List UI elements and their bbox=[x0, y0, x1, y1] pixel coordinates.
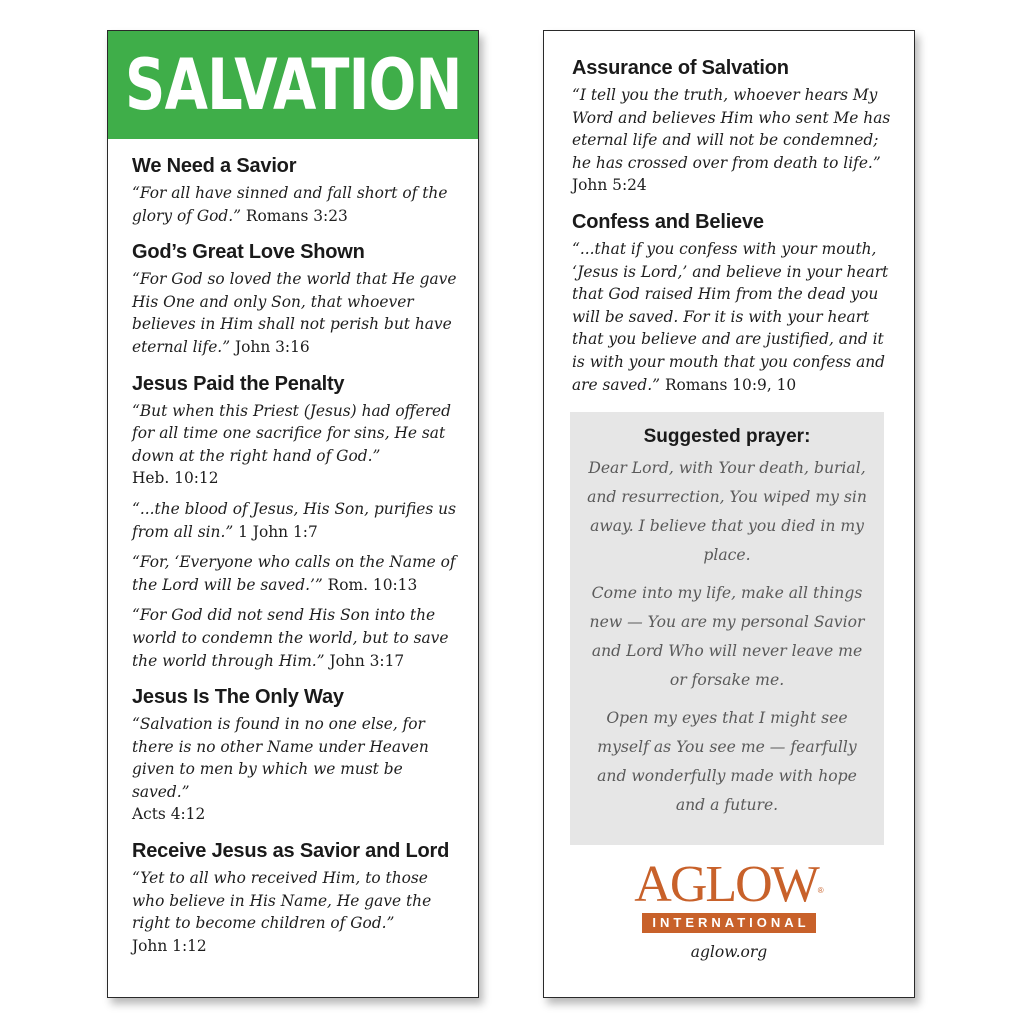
suggested-prayer-box bbox=[570, 412, 884, 845]
verse bbox=[132, 551, 458, 596]
aglow-logo bbox=[544, 856, 914, 962]
salvation-card-back bbox=[543, 30, 915, 998]
section-heading: We Need a Savior bbox=[132, 155, 297, 177]
section-gods-great-love bbox=[132, 241, 458, 358]
verse-reference: 1 John 1:7 bbox=[238, 522, 318, 541]
section-heading: Jesus Paid the Penalty bbox=[132, 372, 345, 395]
verse bbox=[572, 238, 894, 396]
prayer-paragraph: Open my eyes that I might see myself as You see me — fearfully and wonderfully made with hope and a future. bbox=[597, 709, 857, 815]
verse-reference: Romans 10:9, 10 bbox=[664, 375, 797, 394]
title-banner bbox=[108, 31, 478, 139]
section-we-need-a-savior bbox=[132, 155, 458, 227]
section-confess-and-believe bbox=[572, 211, 894, 396]
logo-wordmark bbox=[544, 856, 914, 914]
verse-text: “Salvation is found in no one else, for there is no other Name under Heaven given to men by which we must be saved.” bbox=[132, 715, 429, 801]
verse bbox=[132, 268, 458, 358]
verse-text: “For God so loved the world that He gave His One and only Son, that whoever believes in Him shall not perish but have eternal life.” bbox=[132, 270, 457, 356]
verse bbox=[132, 713, 458, 826]
prayer-paragraph: Dear Lord, with Your death, burial, and resurrection, You wiped my sin away. I believe that you died in my place. bbox=[587, 459, 867, 565]
section-heading: Confess and Believe bbox=[572, 210, 764, 233]
verse-text: “I tell you the truth, whoever hears My Word and believes Him who sent Me has eternal life and will not be condemned; he has crossed over from death to life.” bbox=[572, 86, 891, 172]
website-url: aglow.org bbox=[690, 943, 768, 962]
verse bbox=[132, 604, 458, 672]
verse-reference: Acts 4:12 bbox=[132, 805, 206, 824]
verse-reference: Heb. 10:12 bbox=[132, 469, 219, 488]
section-heading: Jesus Is The Only Way bbox=[132, 686, 344, 709]
registered-mark: ® bbox=[817, 886, 824, 896]
logo-word: AGLOW bbox=[634, 856, 818, 914]
front-card-body bbox=[108, 139, 478, 957]
salvation-card-front bbox=[107, 30, 479, 998]
section-assurance-of-salvation bbox=[572, 57, 894, 197]
prayer-paragraph: Come into my life, make all things new — You are my personal Savior and Lord Who will never leave me or forsake me. bbox=[589, 584, 865, 690]
back-card-body bbox=[544, 31, 914, 396]
verse-reference: Rom. 10:13 bbox=[327, 575, 418, 594]
verse-text: “For, ‘Everyone who calls on the Name of the Lord will be saved.’” bbox=[132, 553, 456, 594]
prayer-title: Suggested prayer: bbox=[643, 426, 811, 448]
verse-reference: John 3:17 bbox=[329, 651, 405, 670]
verse-text: “For all have sinned and fall short of the glory of God.” bbox=[132, 184, 448, 225]
verse bbox=[132, 867, 458, 957]
verse-text: “...the blood of Jesus, His Son, purifies us from all sin.” bbox=[132, 499, 456, 541]
verse-text: “For God did not send His Son into the world to condemn the world, but to save the world through Him.” bbox=[132, 606, 449, 670]
section-heading: God’s Great Love Shown bbox=[132, 241, 365, 264]
verse-reference: John 5:24 bbox=[572, 176, 647, 195]
section-heading: Receive Jesus as Savior and Lord bbox=[132, 840, 450, 863]
verse bbox=[132, 400, 458, 490]
verse bbox=[132, 498, 458, 543]
verse bbox=[132, 182, 458, 227]
verse-reference: John 1:12 bbox=[132, 936, 207, 955]
verse-text: “But when this Priest (Jesus) had offered for all time one sacrifice for sins, He sat down at the right hand of God.” bbox=[132, 401, 452, 465]
verse bbox=[572, 84, 894, 197]
section-jesus-paid-the-penalty bbox=[132, 373, 458, 673]
logo-subword-bar: INTERNATIONAL bbox=[642, 913, 815, 933]
section-receive-jesus bbox=[132, 840, 458, 957]
card-title: SALVATION bbox=[124, 44, 462, 126]
verse-text: “Yet to all who received Him, to those who believe in His Name, He gave the right to become children of God.” bbox=[132, 869, 432, 933]
verse-reference: John 3:16 bbox=[234, 337, 310, 356]
verse-text: “...that if you confess with your mouth, ‘Jesus is Lord,’ and believe in your heart that God raised Him from the dead you will be saved. For it is with your heart that you believe and are justified, and it is with your mouth that you confess and are saved.” bbox=[572, 239, 889, 394]
verse-reference: Romans 3:23 bbox=[245, 206, 348, 225]
section-heading: Assurance of Salvation bbox=[572, 57, 789, 79]
section-jesus-is-the-only-way bbox=[132, 686, 458, 826]
